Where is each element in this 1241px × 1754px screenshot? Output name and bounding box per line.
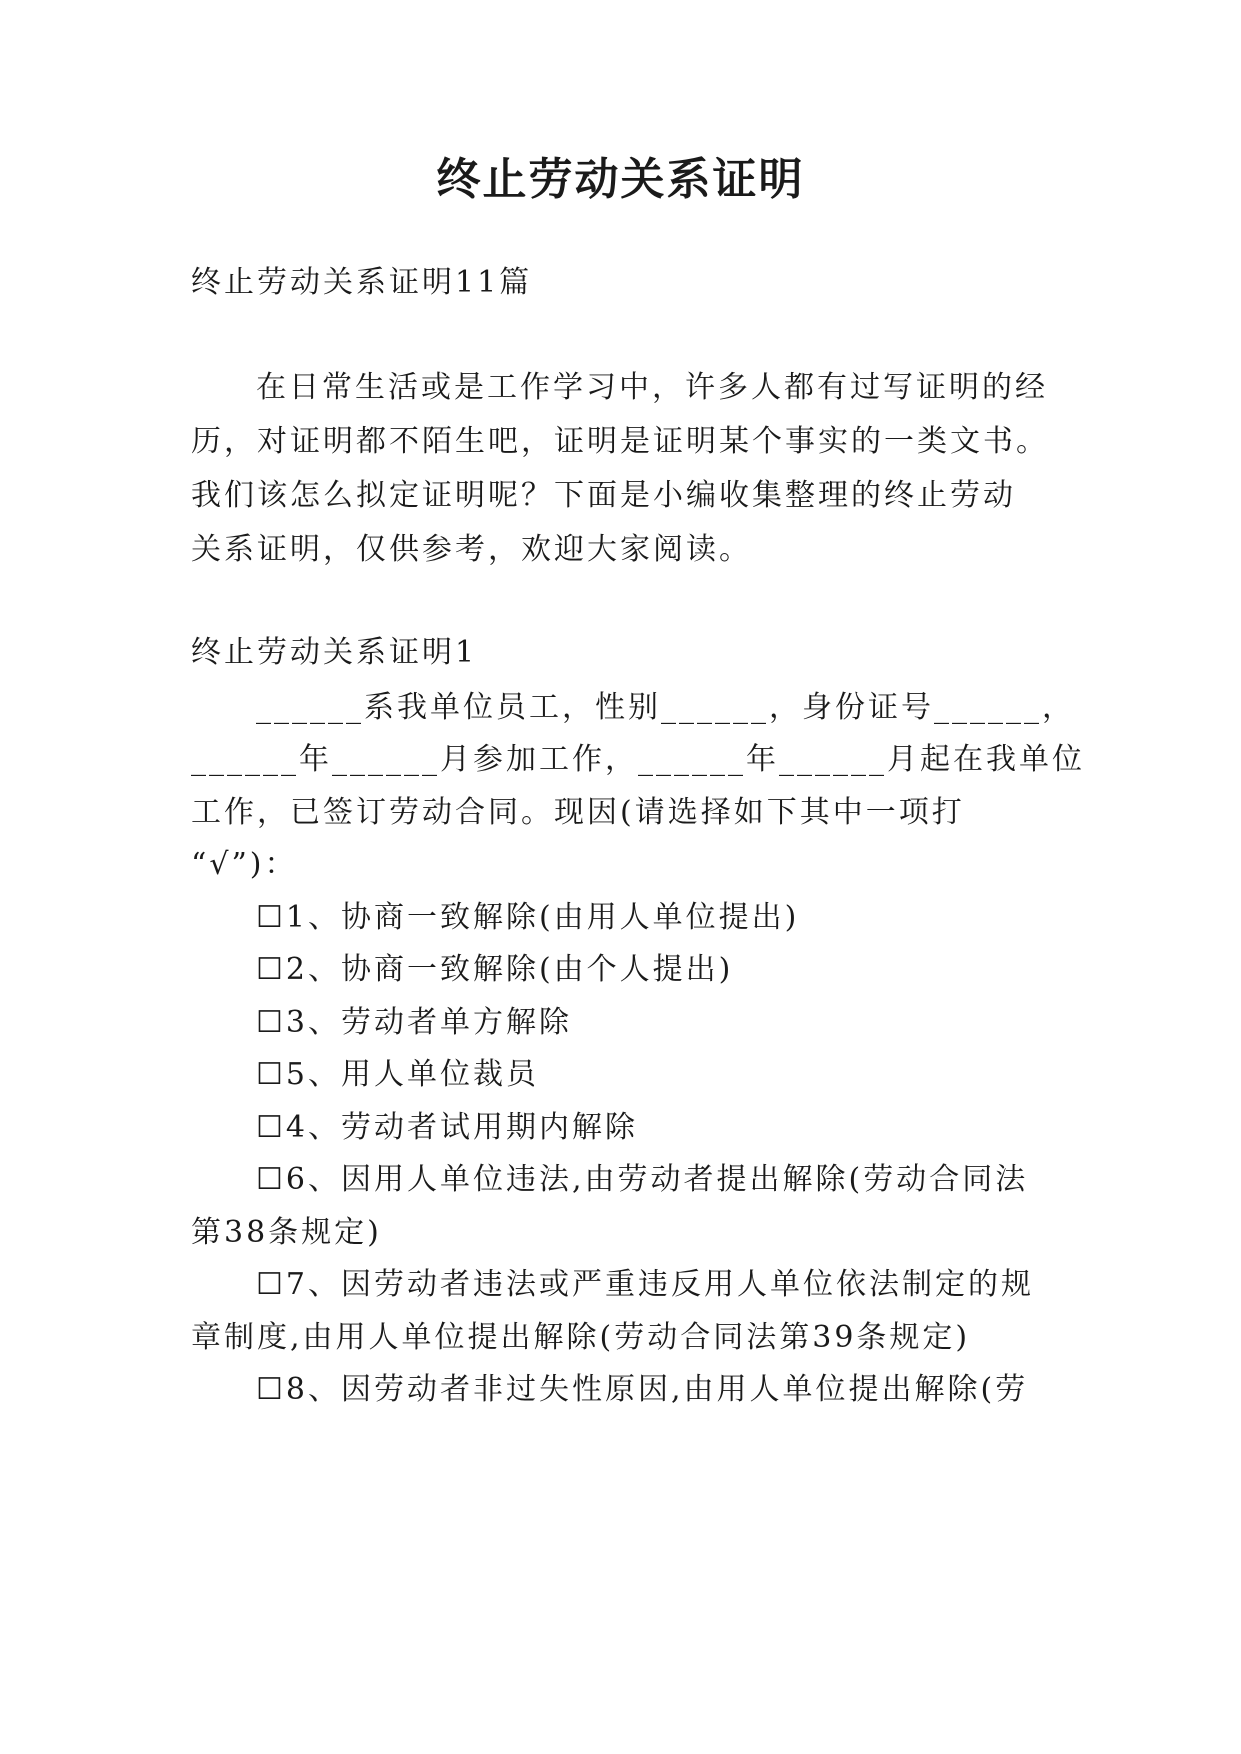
option-5: ☐5、用人单位裁员 [256,1057,539,1092]
option-1: ☐1、协商一致解除(由用人单位提出) [256,900,800,935]
intro-line-2: 历，对证明都不陌生吧，证明是证明某个事实的一类文书。 [191,424,1049,459]
intro-line-1: 在日常生活或是工作学习中，许多人都有过写证明的经 [256,370,1048,405]
option-6: ☐6、因用人单位违法,由劳动者提出解除(劳动合同法 [256,1162,1029,1197]
section-heading: 终止劳动关系证明1 [191,635,478,670]
intro-line-3: 我们该怎么拟定证明呢？下面是小编收集整理的终止劳动 [191,478,1016,513]
option-7-continued: 章制度,由用人单位提出解除(劳动合同法第39条规定) [191,1320,971,1355]
intro-line-4: 关系证明，仅供参考，欢迎大家阅读。 [191,532,752,567]
document-subtitle: 终止劳动关系证明11篇 [191,265,533,300]
document-title: 终止劳动关系证明 [436,154,805,205]
option-8: ☐8、因劳动者非过失性原因,由用人单位提出解除(劳 [256,1372,1029,1407]
option-7: ☐7、因劳动者违法或严重违反用人单位依法制定的规 [256,1267,1034,1302]
body-line-4: “√”)： [191,847,298,882]
body-line-2: ______年______月参加工作，______年______月起在我单位 [191,742,1085,777]
option-4: ☐4、劳动者试用期内解除 [256,1110,638,1145]
option-3: ☐3、劳动者单方解除 [256,1005,572,1040]
option-6-continued: 第38条规定) [191,1215,382,1250]
body-line-3: 工作，已签订劳动合同。现因(请选择如下其中一项打 [191,795,965,830]
body-line-1: ______系我单位员工，性别______，身份证号______， [256,690,1075,725]
option-2: ☐2、协商一致解除(由个人提出) [256,952,734,987]
